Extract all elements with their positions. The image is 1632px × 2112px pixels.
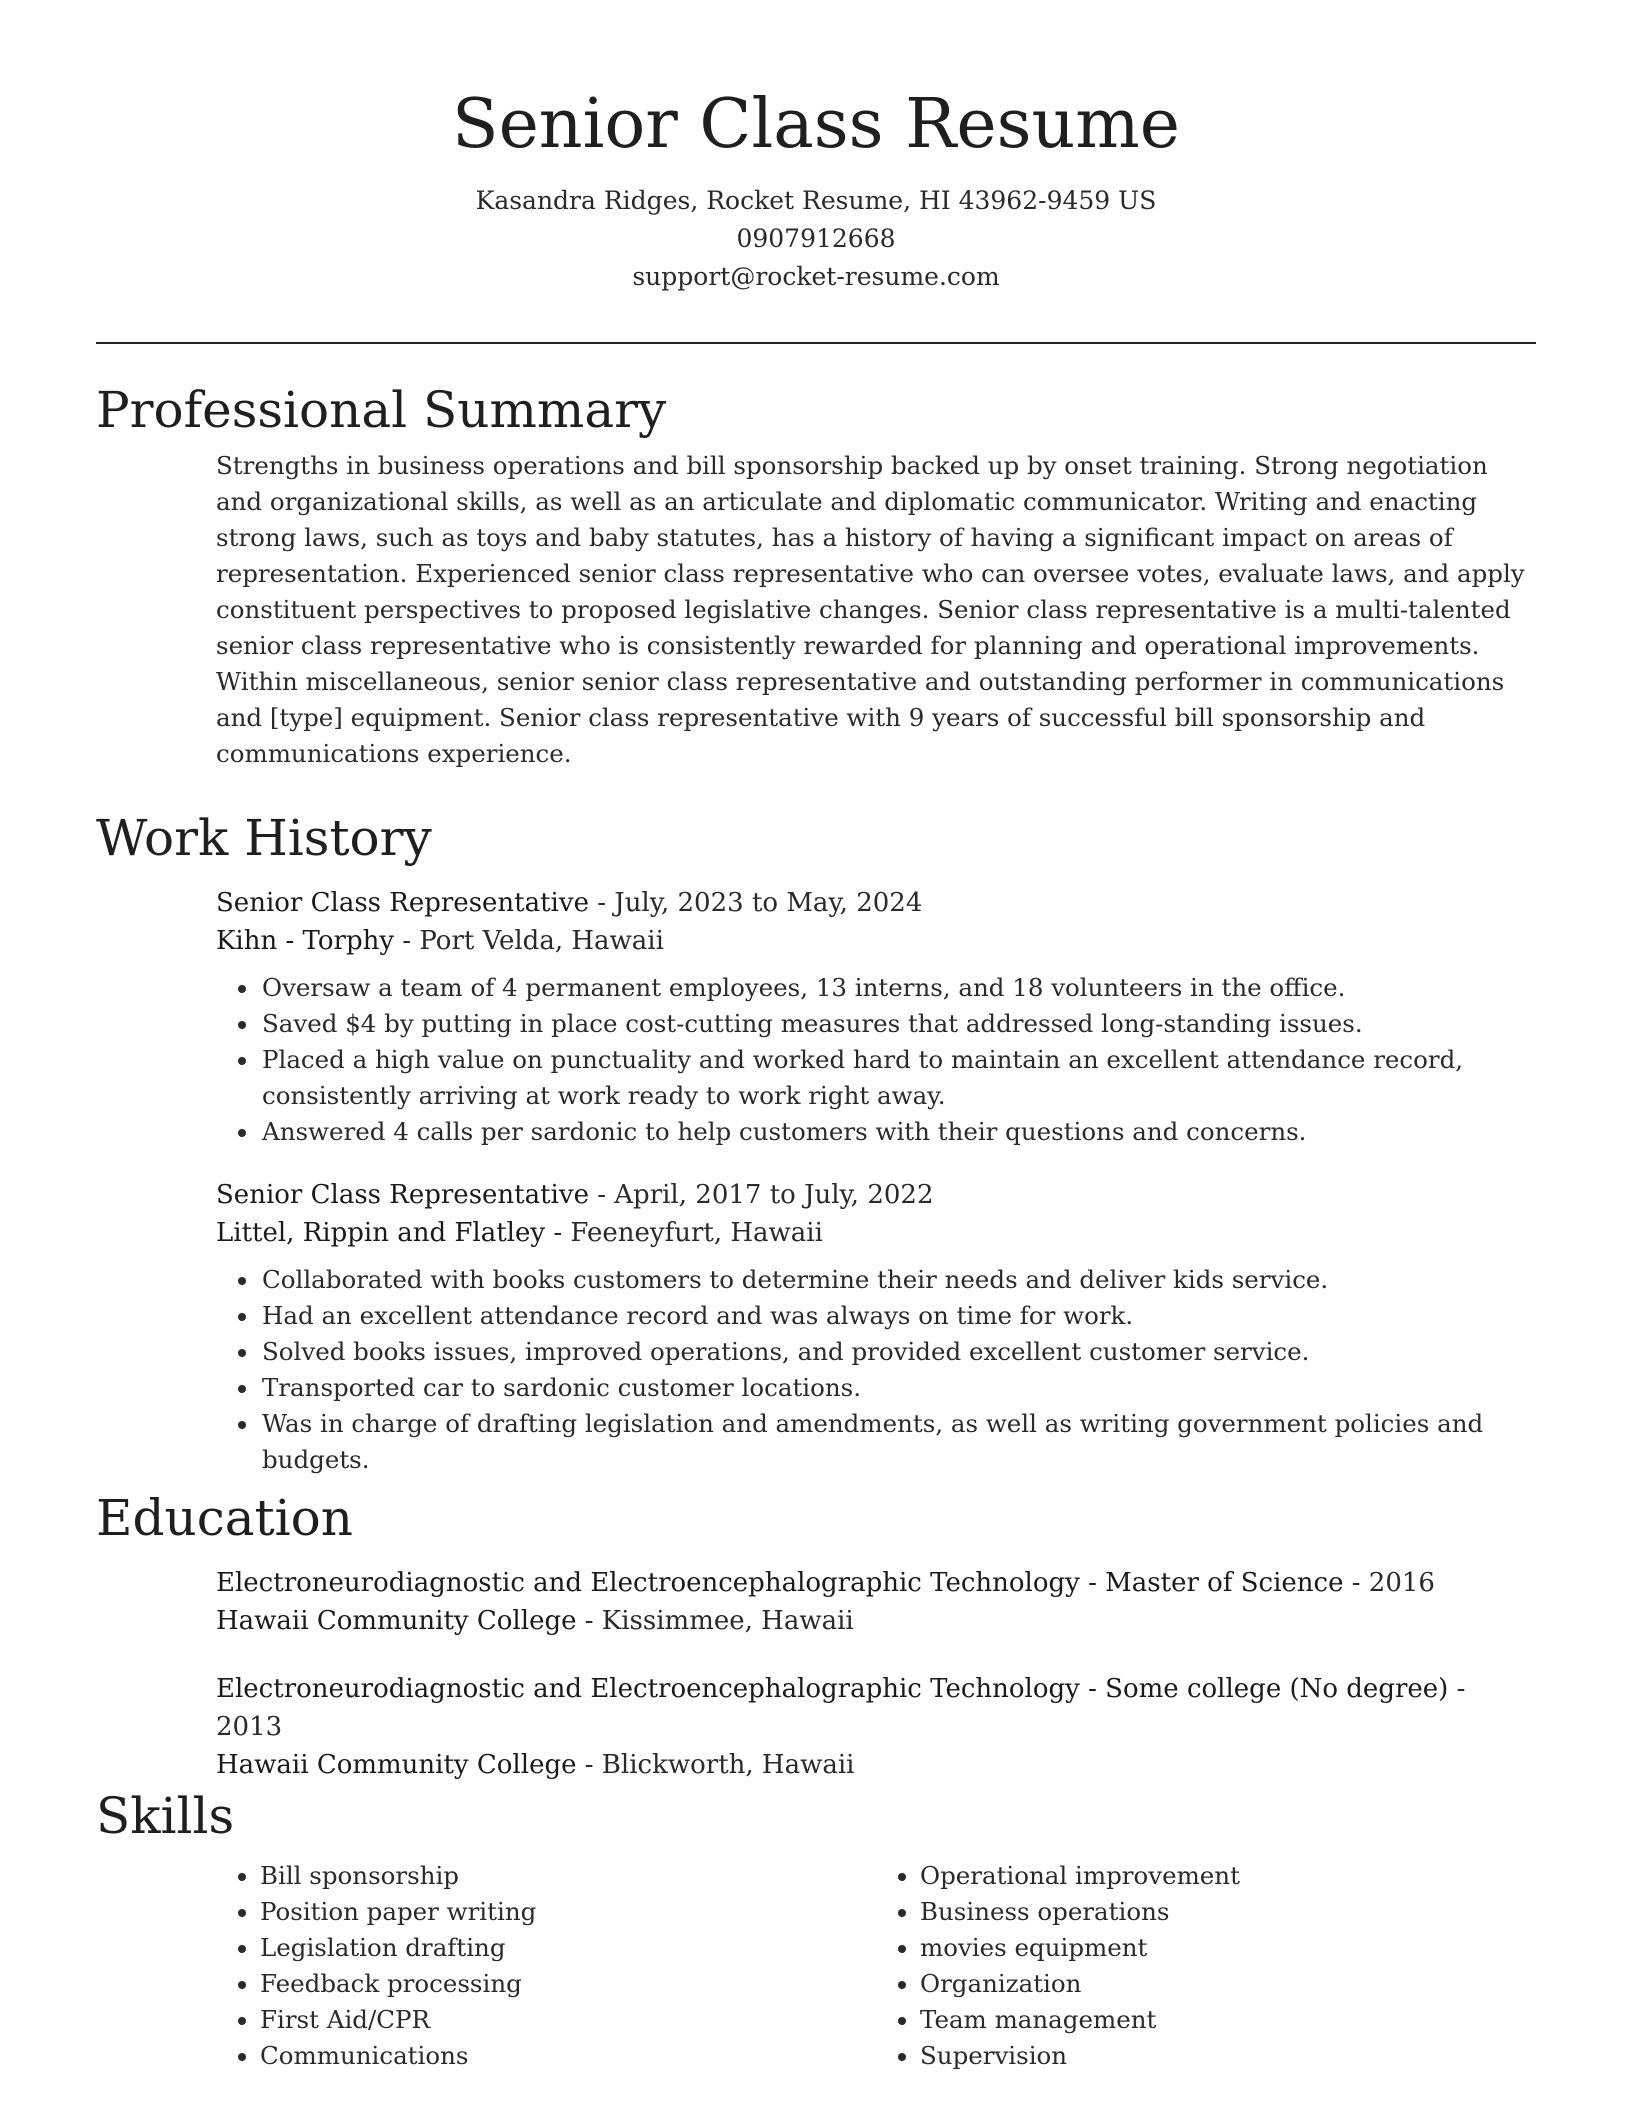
education-field: Electroneurodiagnostic and Electroencephalographic Technology [216, 1674, 1080, 1704]
job-bullet: • Had an excellent attendance record and was always on time for work. [260, 1298, 1536, 1334]
summary-text: Strengths in business operations and bill sponsorship backed up by onset training. Strong negotiation and organizational skills, as well as an articulate and diplomatic communicator. Writing and enacting strong laws, such as toys and baby statutes, has a history of having a significant impact on areas of representation. Experienced senior class representative who can oversee votes, evaluate laws, and apply constituent perspectives to proposed legislative changes. Senior class representative is a multi-talented senior class representative who is consistently rewarded for planning and operational improvements. Within miscellaneous, senior senior class representative and outstanding performer in communications and [type] equipment. Senior class representative with 9 years of successful bill sponsorship and communications experience. [216, 451, 1525, 768]
job-dates: - April, 2017 to July, 2022 [588, 1180, 934, 1210]
education-year: - 2013 [216, 1674, 1466, 1742]
skills-section [96, 1784, 1536, 2074]
education-year: - 2016 [1343, 1568, 1435, 1598]
skill-item: • Position paper writing [260, 1894, 876, 1930]
job-location: - Feeneyfurt, Hawaii [545, 1218, 823, 1248]
job-bullet: • Solved books issues, improved operations, and provided excellent customer service. [260, 1334, 1536, 1370]
work-history-section [96, 806, 1536, 1478]
skill-item: • Feedback processing [260, 1966, 876, 2002]
education-entry [216, 1670, 1536, 1784]
resume-title: Senior Class Resume [451, 85, 1180, 164]
job-bullet: • Was in charge of drafting legislation and amendments, as well as writing government policies and budgets. [260, 1406, 1536, 1478]
job-bullet: • Placed a high value on punctuality and worked hard to maintain an excellent attendance record, consistently arriving at work ready to work right away. [260, 1042, 1536, 1114]
education-school: Hawaii Community College [216, 1606, 577, 1636]
education-location: - Blickworth, Hawaii [576, 1750, 855, 1780]
job-role: Senior Class Representative [216, 888, 589, 918]
job-dates: - July, 2023 to May, 2024 [588, 888, 923, 918]
job-entry [216, 884, 1536, 1150]
skills-columns [216, 1848, 1536, 2074]
education-school-line [216, 1746, 1536, 1784]
job-bullets [216, 1262, 1536, 1478]
job-company: Littel, Rippin and Flatley [216, 1218, 546, 1248]
job-bullet: • Saved $4 by putting in place cost-cutting measures that addressed long-standing issues. [260, 1006, 1536, 1042]
job-bullets [216, 970, 1536, 1150]
job-bullet: • Oversaw a team of 4 permanent employees, 13 interns, and 18 volunteers in the office. [260, 970, 1536, 1006]
job-title-line [216, 1176, 1536, 1214]
education-field: Electroneurodiagnostic and Electroencephalographic Technology [216, 1568, 1080, 1598]
resume-header [0, 82, 1632, 296]
education-school: Hawaii Community College [216, 1750, 577, 1780]
education-location: - Kissimmee, Hawaii [576, 1606, 854, 1636]
job-role: Senior Class Representative [216, 1180, 589, 1210]
skill-item: • Operational improvement [920, 1858, 1536, 1894]
contact-block [0, 182, 1632, 296]
job-entry [216, 1176, 1536, 1478]
education-degree-line [216, 1564, 1536, 1602]
work-history-heading: Work History [96, 809, 432, 867]
job-title-line [216, 884, 1536, 922]
address-line: Kasandra Ridges, Rocket Resume, HI 43962-9459 US [475, 186, 1157, 215]
skill-item: • movies equipment [920, 1930, 1536, 1966]
skills-list-right [876, 1858, 1536, 2074]
skill-item: • Legislation drafting [260, 1930, 876, 1966]
summary-heading: Professional Summary [96, 381, 667, 439]
email-line: support@rocket-resume.com [632, 262, 1000, 291]
job-company: Kihn - Torphy [216, 926, 395, 956]
job-bullet: • Transported car to sardonic customer locations. [260, 1370, 1536, 1406]
skill-item: • First Aid/CPR [260, 2002, 876, 2038]
education-degree-line [216, 1670, 1536, 1746]
education-school-line [216, 1602, 1536, 1640]
skill-item: • Bill sponsorship [260, 1858, 876, 1894]
education-degree: - Some college (No degree) [1079, 1674, 1449, 1704]
skill-item: • Supervision [920, 2038, 1536, 2074]
header-divider [96, 342, 1536, 344]
education-section [96, 1486, 1536, 1784]
job-company-line [216, 1214, 1536, 1252]
skill-item: • Organization [920, 1966, 1536, 2002]
education-entry [216, 1564, 1536, 1640]
skill-item: • Communications [260, 2038, 876, 2074]
education-heading: Education [96, 1489, 353, 1547]
summary-section [96, 378, 1536, 772]
education-degree: - Master of Science [1079, 1568, 1344, 1598]
job-location: - Port Velda, Hawaii [394, 926, 664, 956]
phone-line: 0907912668 [736, 224, 896, 253]
skills-heading: Skills [96, 1787, 235, 1845]
job-company-line [216, 922, 1536, 960]
skill-item: • Team management [920, 2002, 1536, 2038]
skill-item: • Business operations [920, 1894, 1536, 1930]
job-bullet: • Answered 4 calls per sardonic to help customers with their questions and concerns. [260, 1114, 1536, 1150]
skills-list-left [216, 1858, 876, 2074]
job-bullet: • Collaborated with books customers to determine their needs and deliver kids service. [260, 1262, 1536, 1298]
